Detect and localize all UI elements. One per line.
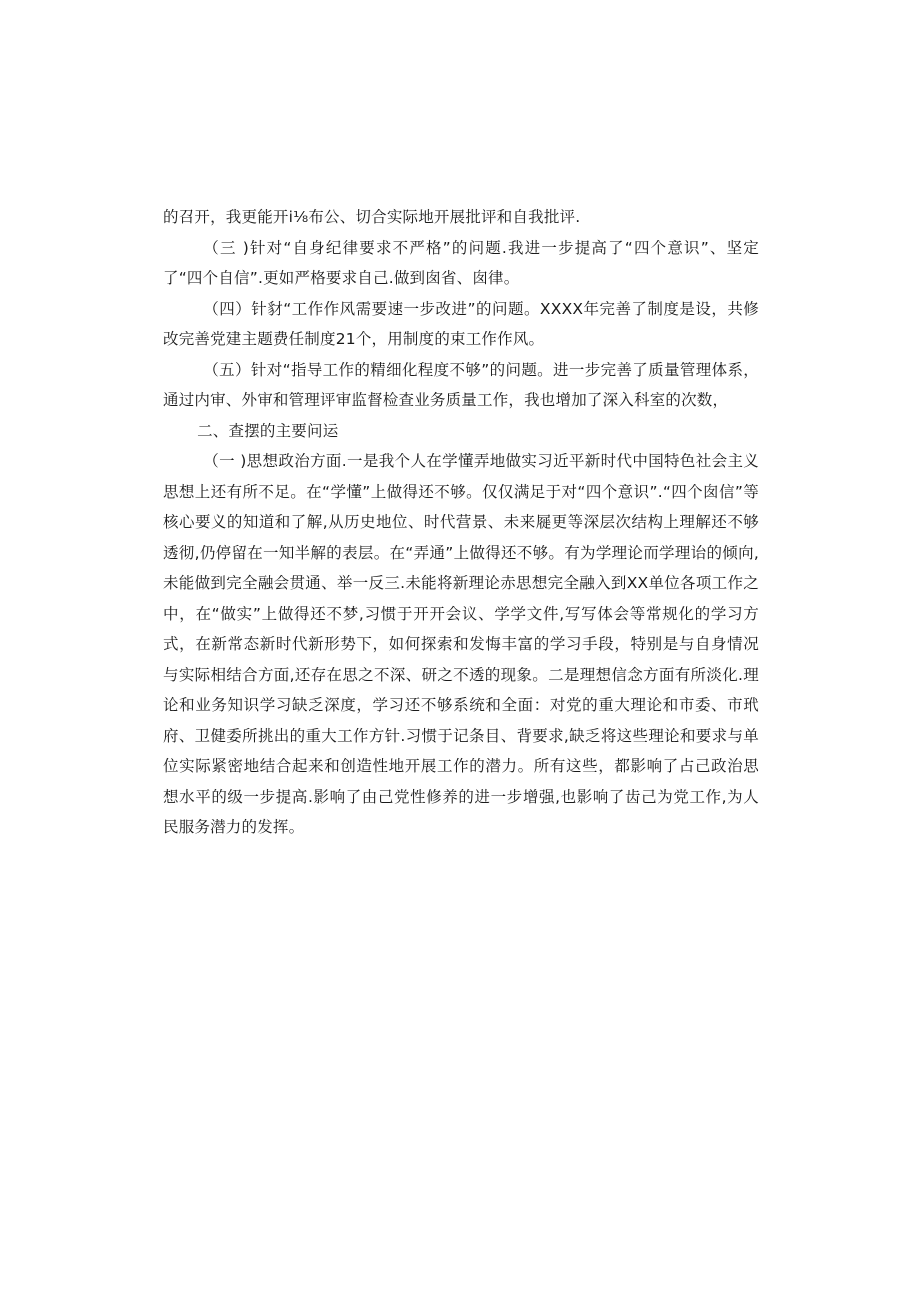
paragraph-political-thought: （一 )思想政治方面.一是我个人在学懂弄地做实习近平新时代中国特色社会主义思想上还有所不足。在“学懂”上做得还不够。仅仅满足于对“四个意识”.“四个囱信”等核心要义的知道和了解,从历史地位、时代营景、未来屣更等深层次结构上理解还不够透彻,仍停留在一知半解的表层。在“弄通”上做得还不够。有为学理论而学理诒的倾向,未能做到完全融会贯通、举一反三.未能将新理论赤思想完全融入到XX单位各项工作之中，在“做实”上做得还不梦,习惯于开开会议、学学文件,写写体会等常规化的学习方式，在新常态新时代新形势下，如何探索和发悔丰富的学习手段，特别是与自身情况与实际相结合方面,还存在思之不深、研之不透的现象。二是理想信念方面有所淡化.理论和业务知识学习缺乏深度，学习还不够系统和全面：对党的重大理论和市委、市玳府、卫健委所挑出的重大工作方针.习惯于记条目、背要求,缺乏将这些理论和要求与单位实际紧密地结合起来和创造性地开展工作的潜力。所有这些，都影响了占己政治思想水平的级一步提高.影响了由己党性修养的进一步增强,也影响了齿己为党工作,为人民服务潜力的发挥。 [163, 452, 759, 836]
paragraph-item-4: （四）针豺“工作作风需要速一步改进”的问题。XXXX年完善了制度是设，共修改完善党建主题费任制度21个，用制度的束工作作风。 [163, 299, 759, 348]
paragraph-item-3: （三 )针对“自身纪律要求不严格”的问题.我进一步提高了“四个意识”、坚定了“四个自信”.更如严格要求自己.做到囱省、囱律。 [163, 238, 759, 287]
section-heading-problems: 二、查摆的主要问运 [197, 421, 339, 440]
document-body [163, 202, 759, 843]
paragraph-continuation: 的召开，我更能开i⅛布公、切合实际地开展批评和自我批评. [163, 208, 581, 226]
paragraph-item-5: （五）针对“指导工作的精细化程度不够”的问题。进一步完善了质量管理体系，通过内审、外审和管理评审监督检查业务质量工作，我也增加了深入科室的次数， [163, 360, 759, 409]
